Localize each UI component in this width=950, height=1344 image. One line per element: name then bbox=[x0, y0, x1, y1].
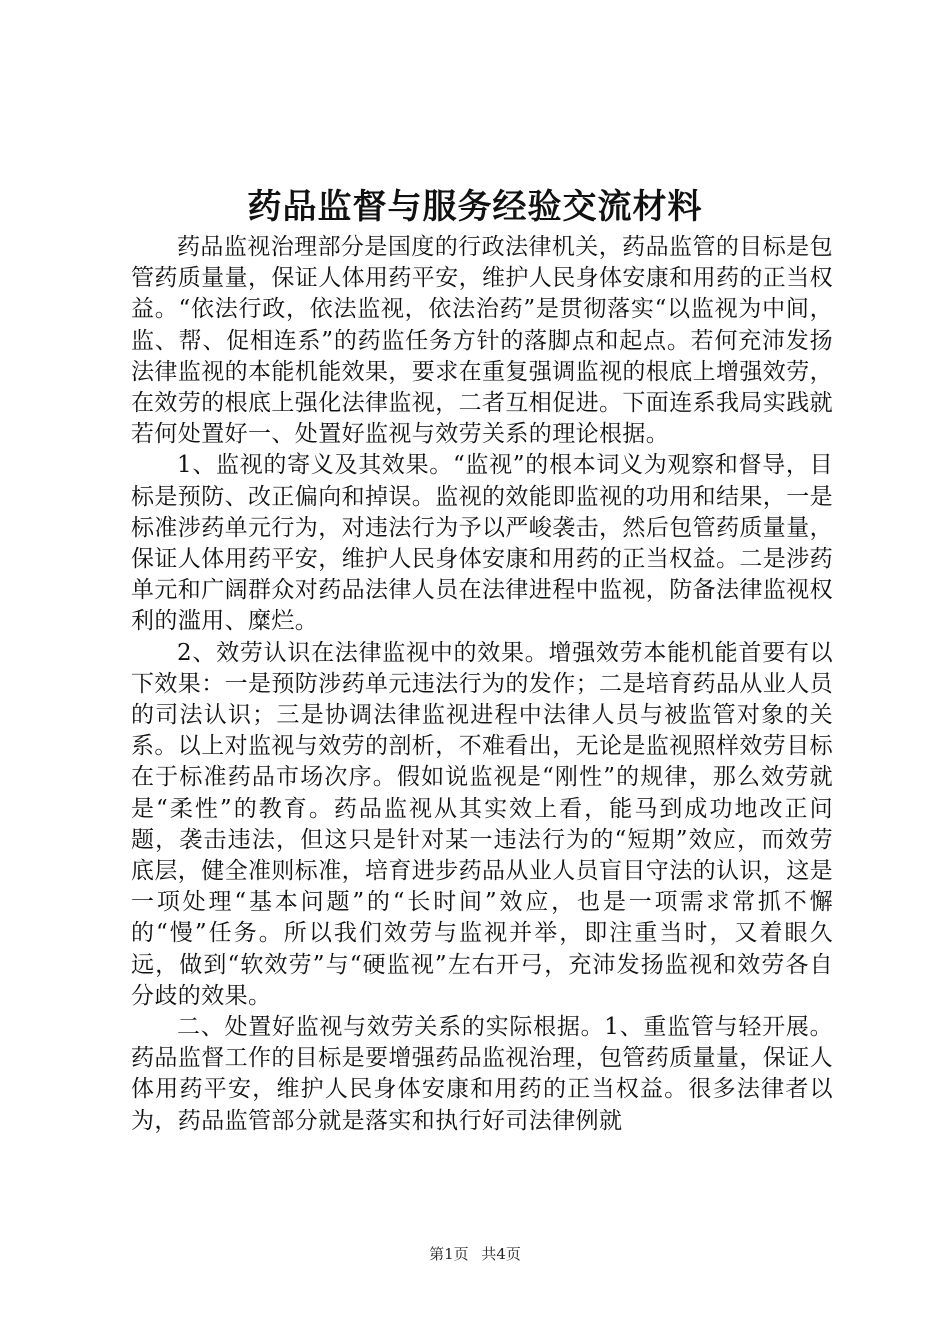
page-total: 共4页 bbox=[481, 1245, 521, 1263]
document-body bbox=[131, 232, 833, 1137]
document-title: 药品监督与服务经验交流材料 bbox=[247, 187, 703, 227]
paragraph-3: 2、效劳认识在法律监视中的效果。增强效劳本能机能首要有以下效果：一是预防涉药单元违法行为的发作；二是培育药品从业人员的司法认识；三是协调法律监视进程中法律人员与被监管对象的关系。以上对监视与效劳的剖析，不难看出，无论是监视照样效劳目标在于标准药品市场次序。假如说监视是“刚性”的规律，那么效劳就是“柔性”的教育。药品监视从其实效上看，能马到成功地改正问题，袭击违法，但这只是针对某一违法行为的“短期”效应，而效劳底层，健全准则标准，培育进步药品从业人员盲目守法的认识，这是一项处理“基本问题”的“长时间”效应，也是一项需求常抓不懈的“慢”任务。所以我们效劳与监视并举，即注重当时，又着眼久远，做到“软效劳”与“硬监视”左右开弓，充沛发扬监视和效劳各自分歧的效果。 bbox=[131, 639, 833, 1009]
paragraph-1: 药品监视治理部分是国度的行政法律机关，药品监管的目标是包管药质量量，保证人体用药平安，维护人民身体安康和用药的正当权益。“依法行政，依法监视，依法治药”是贯彻落实“以监视为中间，监、帮、促相连系”的药监任务方针的落脚点和起点。若何充沛发扬法律监视的本能机能效果，要求在重复强调监视的根底上增强效劳，在效劳的根底上强化法律监视，二者互相促进。下面连系我局实践就若何处置好一、处置好监视与效劳关系的理论根据。 bbox=[131, 234, 833, 448]
paragraph-4: 二、处置好监视与效劳关系的实际根据。1、重监管与轻开展。药品监督工作的目标是要增强药品监视治理，包管药质量量，保证人体用药平安，维护人民身体安康和用药的正当权益。很多法律者以为，药品监管部分就是落实和执行好司法律例就 bbox=[131, 1014, 833, 1134]
page-number: 第1页 bbox=[429, 1245, 469, 1263]
page-footer bbox=[0, 1244, 950, 1264]
paragraph-2: 1、监视的寄义及其效果。“监视”的根本词义为观察和督导，目标是预防、改正偏向和掉误。监视的效能即监视的功用和结果，一是标准涉药单元行为，对违法行为予以严峻袭击，然后包管药质量量，保证人体用药平安，维护人民身体安康和用药的正当权益。二是涉药单元和广阔群众对药品法律人员在法律进程中监视，防备法律监视权利的滥用、糜烂。 bbox=[131, 452, 833, 635]
